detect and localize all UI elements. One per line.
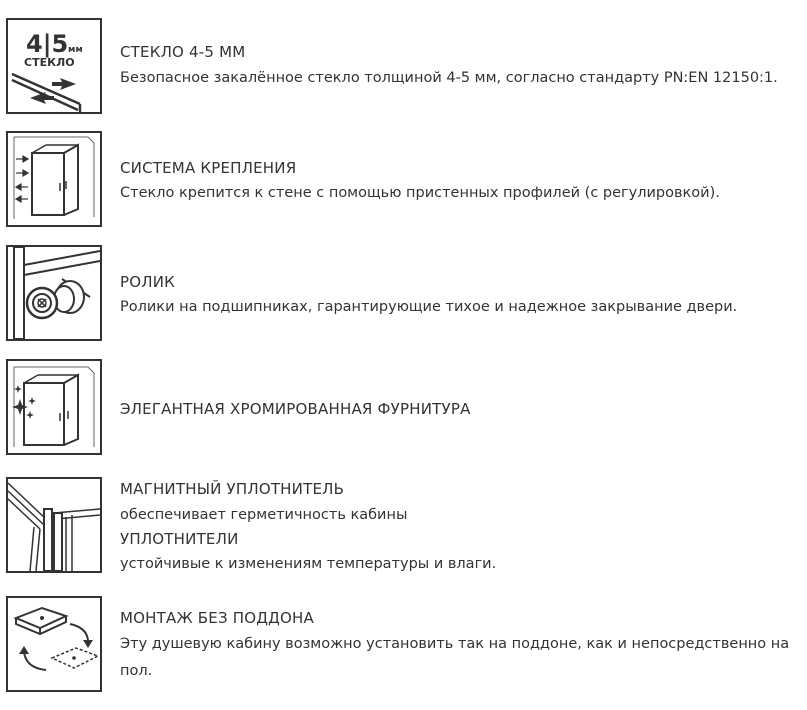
icon-text-big: 4|5 xyxy=(26,30,69,58)
feature-description: Ролики на подшипниках, гарантирующие тихое и надежное закрывание двери. xyxy=(120,299,738,315)
icon-text-label: СТЕКЛО xyxy=(24,56,75,69)
no-tray-install-icon xyxy=(6,596,102,692)
chrome-fittings-icon xyxy=(6,359,102,455)
feature-description: Безопасное закалённое стекло толщиной 4-5 мм, согласно стандарту PN:EN 12150:1. xyxy=(120,70,778,86)
feature-description: Эту душевую кабину возможно установить так на поддоне, как и непосредственно на пол. xyxy=(120,636,790,679)
feature-description: обеспечивает герметичность кабины xyxy=(120,507,408,523)
feature-title: СТЕКЛО 4-5 ММ xyxy=(120,43,246,61)
mounting-system-icon xyxy=(6,131,102,227)
feature-title: ЭЛЕГАНТНАЯ ХРОМИРОВАННАЯ ФУРНИТУРА xyxy=(120,400,471,418)
feature-title-2: УПЛОТНИТЕЛИ xyxy=(120,530,239,548)
feature-description-2: устойчивые к изменениям температуры и влаги. xyxy=(120,556,497,572)
magnetic-seal-icon xyxy=(6,477,102,573)
feature-title: РОЛИК xyxy=(120,273,176,291)
feature-title: МОНТАЖ БЕЗ ПОДДОНА xyxy=(120,609,315,627)
feature-title: СИСТЕМА КРЕПЛЕНИЯ xyxy=(120,159,297,177)
feature-title: МАГНИТНЫЙ УПЛОТНИТЕЛЬ xyxy=(120,480,345,498)
roller-icon xyxy=(6,245,102,341)
glass-thickness-icon xyxy=(6,18,102,114)
feature-description: Стекло крепится к стене с помощью пристенных профилей (с регулировкой). xyxy=(120,185,720,201)
icon-text-unit: мм xyxy=(68,45,83,55)
